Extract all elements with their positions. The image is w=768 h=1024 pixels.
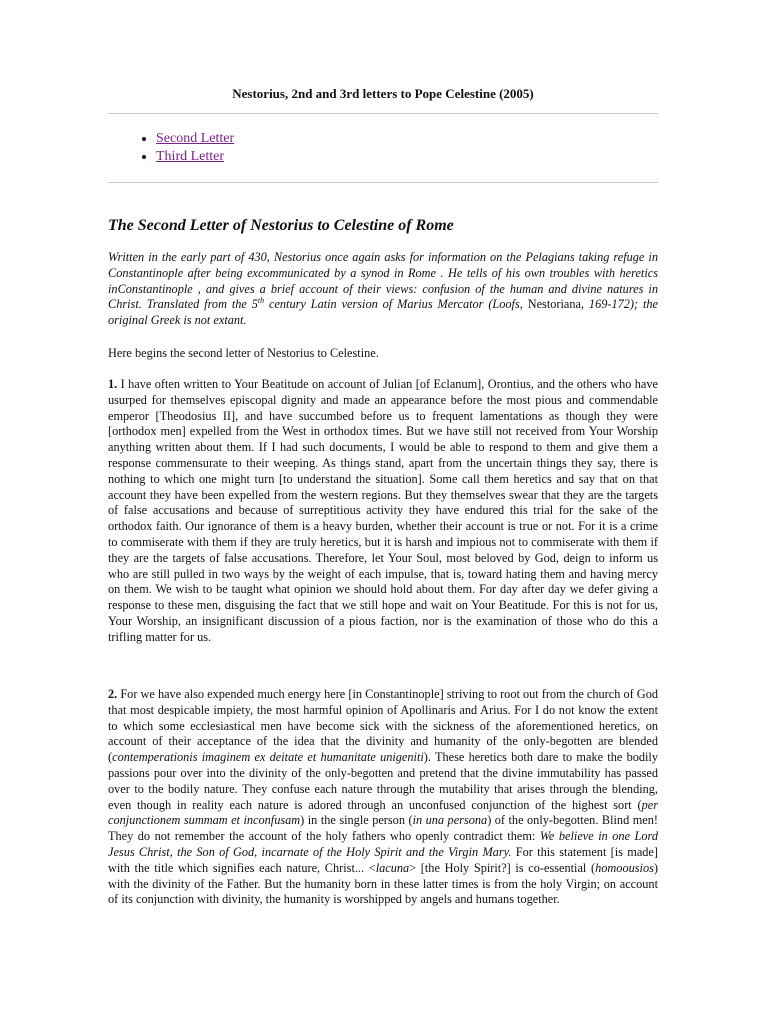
section-heading: The Second Letter of Nestorius to Celestine of Rome [108,217,454,234]
toc-item-third-letter [156,148,234,166]
toc-item-second-letter [156,130,234,148]
intro-text-part1: Written in the early part of 430, Nestorius once again asks for information on the Pelagians taking refuge in Constantinople after being excommunicated by a synod in Rome . He tells of his own troubles with heretics inConstantinople , and gives a brief account of their views: confusion of the human and divine natures in Christ. Translated from the 5 [108,250,658,312]
paragraph-2 [108,687,658,908]
intro-text-part2: century Latin version of Marius Mercator (Loofs, [264,297,528,312]
divider-bottom [108,182,658,183]
latin-phrase: contemperationis imaginem ex deitate et humanitate unigeniti [112,750,424,765]
latin-phrase: in una persona [412,813,488,828]
paragraph-number: 2. [108,687,118,701]
paragraph-text: ). These heretics both dare to make the bodily passions pour over into the divinity of the only-begotten and pretend that the divine immutability has passed over to the bodily nature. They confuse each nature through the mutability that arises through the blending, even though in reality each nature is adored through an unconfused conjunction of the highest sort ( [108,750,659,812]
latin-phrase: per conjunctionem summam et inconfusam [108,797,658,828]
paragraph-number: 1. [108,377,118,391]
paragraph-text: For this statement [is made] with the title which signifies each nature, Christ... < [108,844,658,875]
page-title: Nestorius, 2nd and 3rd letters to Pope Celestine (2005) [232,86,534,101]
intro-paragraph [108,250,658,329]
divider-top [108,113,658,114]
intro-text-part3: , 169-172); the original Greek is not extant. [108,297,658,328]
intro-superscript: th [257,296,265,306]
paragraph-text: ) in the single person ( [300,813,413,828]
greek-term: homoousios [595,860,654,875]
intro-title-reference: Nestoriana [527,297,581,312]
third-letter-link[interactable]: Third Letter [156,148,225,164]
second-letter-link[interactable]: Second Letter [156,131,235,146]
paragraph-text: I have often written to Your Beatitude on account of Julian [of Eclanum], Orontius, and the others who have usurped for themselves episcopal dignity and made an appearance before the most pious and commendable emperor [Theodosius II], and have succumbed before us to frequent lamentations as though they were [orthodox men] expelled from the West in orthodox times. But we have still not received from Your Worship anything written about them. If I had such documents, I would be able to respond to them and give them a response commensurate to their weeping. As things stand, apart from the uncertain things they say, there is nothing to which one might turn [to understand the situation]. Some call them heretics and say that on that account they have been expelled from the western regions. But they themselves swear that they are the targets of false accusations and because of surreptitious activity they have endured this trial for the sake of the orthodox faith. Our ignorance of them is a heavy burden, whether their account is true or not. For it is a crime to commiserate with them if they are truly heretics, but it is harsh and impious not to commiserate with them if they are the targets of false accusations. Therefore, let Your Soul, most beloved by God, deign to inform us who are still pulled in two ways by the weight of each impulse, that is, toward hating them and having mercy on them. We wish to be taught what opinion we should hold about them. For day after day we defer giving a response to these men, disguising the fact that we still hope and wait on Your Beatitude. For this is not for us, Your Worship, an insignificant discussion of a pious faction, nor is the examination of those who do this a trifling matter for us. [108,377,658,644]
paragraph-text: > [the Holy Spirit?] is co-essential ( [409,860,596,875]
paragraph-text: ) with the divinity of the Father. But the humanity born in these latter times is from the holy Virgin; on account of its conjunction with divinity, the humanity is worshipped by angels and humans together. [108,860,658,907]
creed-quotation: We believe in one Lord Jesus Christ, the Son of God, incarnate of the Holy Spirit and the Virgin Mary. [108,829,658,859]
paragraph-text: For we have also expended much energy here [in Constantinople] striving to root out from the church of God that most despicable impiety, the most harmful opinion of Apollinaris and Arius. For I do not know the extent to which some ecclesiastical men have become sick with the sickness of the aforementioned heretics, on account of their acceptance of the idea that the divinity and humanity of the only-begotten are blended ( [108,687,658,765]
lacuna-marker: lacuna [375,860,410,875]
paragraph-text: ) of the only-begotten. Blind men! They do not remember the account of the holy fathers who openly contradict them: [108,813,658,844]
paragraph-1 [108,377,658,646]
table-of-contents [135,130,234,165]
letter-opening-line: Here begins the second letter of Nestorius to Celestine. [108,346,379,360]
